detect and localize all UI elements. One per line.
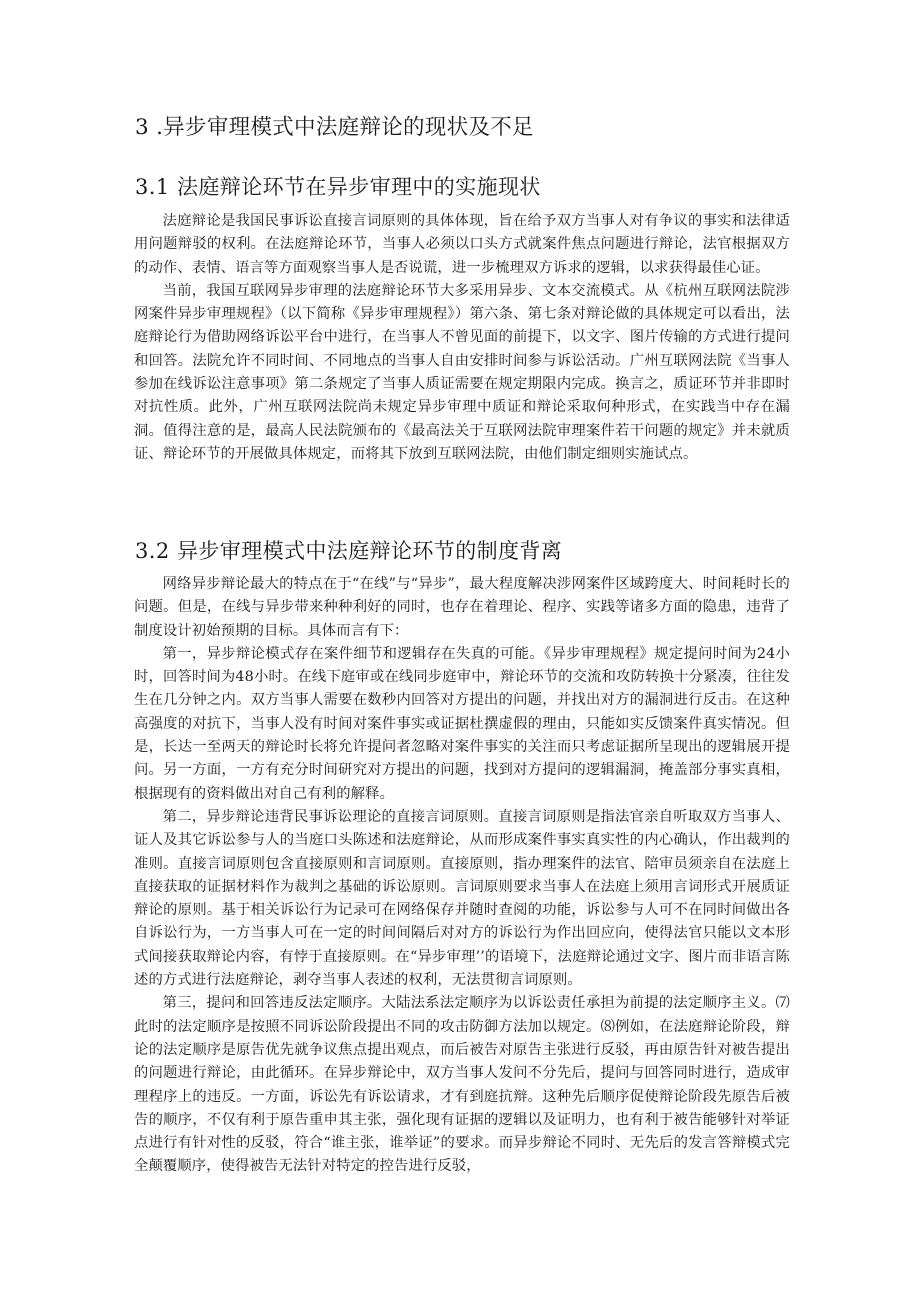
- paragraph: 第一，异步辩论模式存在案件细节和逻辑存在失真的可能。《异步审理规程》规定提问时间为24小时，回答时间为48小时。在线下庭审或在线同步庭审中，辩论环节的交流和攻防转换十分紧凑，往往发生在几分钟之内。双方当事人需要在数秒内回答对方提出的问题，并找出对方的漏洞进行反击。在这种高强度的对抗下，当事人没有时间对案件事实或证据杜撰虚假的理由，只能如实反馈案件真实情况。但是，长达一至两天的辩论时长将允许提问者忽略对案件事实的关注而只考虑证据所呈现出的逻辑展开提问。另一方面，一方有充分时间研究对方提出的问题，找到对方提问的逻辑漏洞，掩盖部分事实真相，根据现有的资料做出对自己有利的解释。: [134, 645, 790, 802]
- subsection-heading-3-1: [135, 173, 795, 201]
- paragraph: 当前，我国互联网异步审理的法庭辩论环节大多采用异步、文本交流模式。从《杭州互联网法院涉网案件异步审理规程》（以下简称《异步审理规程》）第六条、第七条对辩论做的具体规定可以看出，法庭辩论行为借助网络诉讼平台中进行，在当事人不曾见面的前提下，以文字、图片传输的方式进行提问和回答。法院允许不同时间、不同地点的当事人自由安排时间参与诉讼活动。广州互联网法院《当事人参加在线诉讼注意事项》第二条规定了当事人质证需要在规定期限内完成。换言之，质证环节并非即时对抗性质。此外，广州互联网法院尚未规定异步审理中质证和辩论采取何种形式，在实践当中存在漏洞。值得注意的是，最高人民法院颁布的《最高法关于互联网法院审理案件若干问题的规定》并未就质证、辩论环节的开展做具体规定，而将其下放到互联网法院，由他们制定细则实施试点。: [134, 282, 790, 462]
- subsection-number: 3.2: [135, 539, 170, 563]
- section-title: 3 .异步审理模式中法庭辩论的现状及不足: [135, 115, 534, 140]
- paragraph: 法庭辩论是我国民事诉讼直接言词原则的具体体现，旨在给予双方当事人对有争议的事实和法律适用问题辩驳的权利。在法庭辩论环节，当事人必须以口头方式就案件焦点问题进行辩论，法官根据双方的动作、表情、语言等方面观察当事人是否说谎，进一步梳理双方诉求的逻辑，以求获得最佳心证。: [134, 213, 790, 276]
- subsection-title: 法庭辩论环节在异步审理中的实施现状: [177, 175, 541, 199]
- paragraph: 第二，异步辩论违背民事诉讼理论的直接言词原则。直接言词原则是指法官亲自听取双方当事人、证人及其它诉讼参与人的当庭口头陈述和法庭辩论，从而形成案件事实真实性的内心确认，作出裁判的准则。直接言词原则包含直接原则和言词原则。直接原则，指办理案件的法官、陪审员须亲自在法庭上直接获取的证据材料作为裁判之基础的诉讼原则。言词原则要求当事人在法庭上须用言词形式开展质证辩论的原则。基于相关诉讼行为记录可在网络保存并随时查阅的功能，诉讼参与人可不在同时间做出各自诉讼行为，一方当事人可在一定的时间间隔后对对方的诉讼行为作出回应向，使得法官只能以文本形式间接获取辩论内容，有悖于直接原则。在“异步审理’’的语境下，法庭辩论通过文字、图片而非语言陈述的方式进行法庭辩论，剥夺当事人表述的权利，无法贯彻言词原则。: [134, 808, 790, 989]
- subsection-number: 3.1: [135, 175, 170, 199]
- subsection-title: 异步审理模式中法庭辩论环节的制度背离: [177, 539, 563, 563]
- subsection-body-3-2: [134, 573, 790, 1179]
- paragraph: 网络异步辩论最大的特点在于“在线”与“异步”，最大程度解决涉网案件区域跨度大、时间耗时长的问题。但是，在线与异步带来种种利好的同时，也存在着理论、程序、实践等诸多方面的隐患，违背了制度设计初始预期的目标。具体而言有下：: [134, 576, 790, 639]
- paragraph: 第三，提问和回答违反法定顺序。大陆法系法定顺序为以诉讼责任承担为前提的法定顺序主义。⑺此时的法定顺序是按照不同诉讼阶段提出不同的攻击防御方法加以规定。⑻例如，在法庭辩论阶段，辩论的法定顺序是原告优先就争议焦点提出观点，而后被告对原告主张进行反驳，再由原告针对被告提出的问题进行辩论，由此循环。在异步辩论中，双方当事人发问不分先后，提问与回答同时进行，造成审理程序上的违反。一方面，诉讼先有诉讼请求，才有到庭抗辩。这种先后顺序促使辩论阶段先原告后被告的顺序，不仅有利于原告重申其主张，强化现有证据的逻辑以及证明力，也有利于被告能够针对举证点进行有针对性的反驳，符合“谁主张，谁举证”的要求。而异步辩论不同时、无先后的发言答辩模式完全颠覆顺序，使得被告无法针对特定的控告进行反驳，: [134, 995, 790, 1175]
- subsection-body-3-1: [134, 210, 790, 466]
- subsection-heading-3-2: [135, 537, 795, 565]
